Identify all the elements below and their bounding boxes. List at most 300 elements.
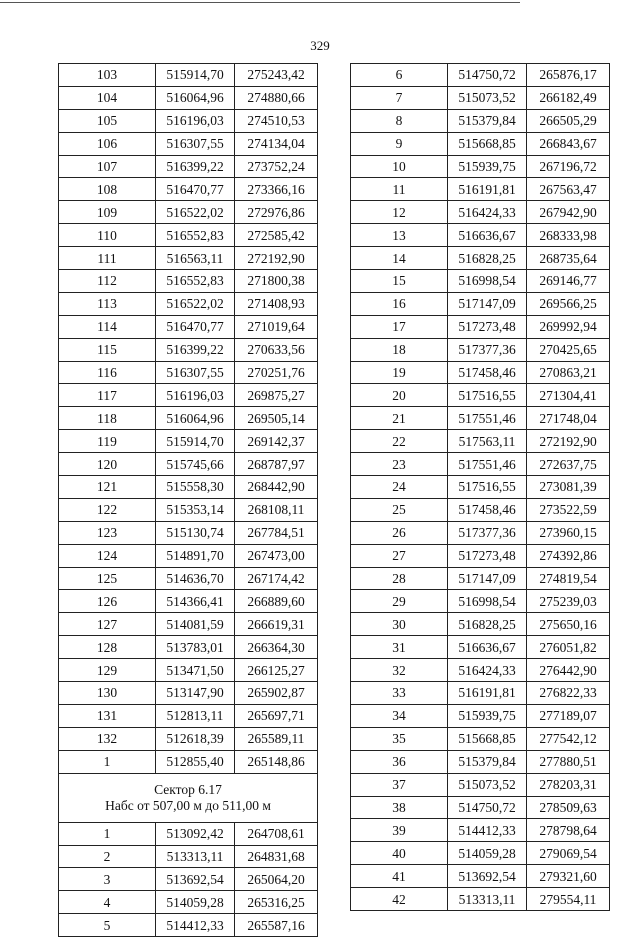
y-coordinate-cell: 270425,65 (527, 338, 610, 361)
x-coordinate-cell: 514412,33 (448, 819, 527, 842)
y-coordinate-cell: 266182,49 (527, 86, 610, 109)
y-coordinate-cell: 265316,25 (235, 891, 318, 914)
x-coordinate-cell: 516196,03 (156, 109, 235, 132)
x-coordinate-cell: 514412,33 (156, 914, 235, 937)
x-coordinate-cell: 513692,54 (156, 868, 235, 891)
table-row (59, 727, 318, 750)
y-coordinate-cell: 273522,59 (527, 498, 610, 521)
y-coordinate-cell: 278509,63 (527, 796, 610, 819)
x-coordinate-cell: 517377,36 (448, 338, 527, 361)
point-number-cell: 113 (59, 292, 156, 315)
point-number-cell: 28 (351, 567, 448, 590)
point-number-cell: 116 (59, 361, 156, 384)
point-number-cell: 118 (59, 407, 156, 430)
point-number-cell: 13 (351, 224, 448, 247)
x-coordinate-cell: 515130,74 (156, 521, 235, 544)
y-coordinate-cell: 274392,86 (527, 544, 610, 567)
point-number-cell: 40 (351, 842, 448, 865)
table-row (59, 544, 318, 567)
point-number-cell: 132 (59, 727, 156, 750)
point-number-cell: 124 (59, 544, 156, 567)
y-coordinate-cell: 274819,54 (527, 567, 610, 590)
y-coordinate-cell: 273960,15 (527, 521, 610, 544)
table-row (59, 247, 318, 270)
point-number-cell: 127 (59, 613, 156, 636)
point-number-cell: 117 (59, 384, 156, 407)
table-row (59, 914, 318, 937)
x-coordinate-cell: 516424,33 (448, 659, 527, 682)
point-number-cell: 24 (351, 476, 448, 499)
x-coordinate-cell: 514059,28 (156, 891, 235, 914)
table-row (59, 567, 318, 590)
y-coordinate-cell: 267196,72 (527, 155, 610, 178)
point-number-cell: 39 (351, 819, 448, 842)
point-number-cell: 19 (351, 361, 448, 384)
x-coordinate-cell: 513313,11 (156, 845, 235, 868)
point-number-cell: 36 (351, 750, 448, 773)
table-row (351, 155, 610, 178)
table-row (59, 659, 318, 682)
point-number-cell: 41 (351, 865, 448, 888)
y-coordinate-cell: 266364,30 (235, 636, 318, 659)
x-coordinate-cell: 517273,48 (448, 544, 527, 567)
y-coordinate-cell: 271748,04 (527, 407, 610, 430)
x-coordinate-cell: 515353,14 (156, 498, 235, 521)
table-row (351, 224, 610, 247)
x-coordinate-cell: 516522,02 (156, 201, 235, 224)
point-number-cell: 17 (351, 315, 448, 338)
sector-subtitle: Набс от 507,00 м до 511,00 м (105, 797, 271, 813)
table-row (59, 430, 318, 453)
point-number-cell: 25 (351, 498, 448, 521)
y-coordinate-cell: 267784,51 (235, 521, 318, 544)
x-coordinate-cell: 516828,25 (448, 613, 527, 636)
left-table-body-sector (59, 822, 318, 936)
point-number-cell: 131 (59, 704, 156, 727)
y-coordinate-cell: 268787,97 (235, 453, 318, 476)
y-coordinate-cell: 265148,86 (235, 750, 318, 773)
point-number-cell: 11 (351, 178, 448, 201)
x-coordinate-cell: 517147,09 (448, 292, 527, 315)
x-coordinate-cell: 516998,54 (448, 590, 527, 613)
table-row (351, 338, 610, 361)
y-coordinate-cell: 269566,25 (527, 292, 610, 315)
y-coordinate-cell: 267942,90 (527, 201, 610, 224)
table-row (351, 178, 610, 201)
x-coordinate-cell: 517563,11 (448, 430, 527, 453)
x-coordinate-cell: 517273,48 (448, 315, 527, 338)
y-coordinate-cell: 269505,14 (235, 407, 318, 430)
x-coordinate-cell: 515745,66 (156, 453, 235, 476)
point-number-cell: 5 (59, 914, 156, 937)
y-coordinate-cell: 271019,64 (235, 315, 318, 338)
point-number-cell: 20 (351, 384, 448, 407)
table-row (59, 636, 318, 659)
table-row (351, 292, 610, 315)
x-coordinate-cell: 516470,77 (156, 178, 235, 201)
x-coordinate-cell: 516522,02 (156, 292, 235, 315)
point-number-cell: 130 (59, 682, 156, 705)
y-coordinate-cell: 269146,77 (527, 270, 610, 293)
table-row (351, 498, 610, 521)
table-row (59, 476, 318, 499)
x-coordinate-cell: 516064,96 (156, 86, 235, 109)
y-coordinate-cell: 265064,20 (235, 868, 318, 891)
x-coordinate-cell: 514750,72 (448, 64, 527, 87)
point-number-cell: 115 (59, 338, 156, 361)
table-row (59, 407, 318, 430)
x-coordinate-cell: 516191,81 (448, 178, 527, 201)
y-coordinate-cell: 266125,27 (235, 659, 318, 682)
y-coordinate-cell: 274880,66 (235, 86, 318, 109)
point-number-cell: 27 (351, 544, 448, 567)
sector-cell (59, 773, 318, 822)
x-coordinate-cell: 514059,28 (448, 842, 527, 865)
table-row (351, 384, 610, 407)
table-row (59, 868, 318, 891)
table-row (59, 338, 318, 361)
x-coordinate-cell: 517377,36 (448, 521, 527, 544)
y-coordinate-cell: 266889,60 (235, 590, 318, 613)
point-number-cell: 7 (351, 86, 448, 109)
x-coordinate-cell: 517147,09 (448, 567, 527, 590)
y-coordinate-cell: 268735,64 (527, 247, 610, 270)
point-number-cell: 4 (59, 891, 156, 914)
point-number-cell: 3 (59, 868, 156, 891)
table-row (351, 842, 610, 865)
point-number-cell: 109 (59, 201, 156, 224)
table-row (59, 384, 318, 407)
x-coordinate-cell: 512813,11 (156, 704, 235, 727)
table-row (59, 361, 318, 384)
right-table-body (351, 64, 610, 911)
table-row (351, 407, 610, 430)
table-row (59, 750, 318, 773)
y-coordinate-cell: 272585,42 (235, 224, 318, 247)
point-number-cell: 111 (59, 247, 156, 270)
point-number-cell: 21 (351, 407, 448, 430)
table-row (351, 247, 610, 270)
x-coordinate-cell: 516563,11 (156, 247, 235, 270)
x-coordinate-cell: 517551,46 (448, 453, 527, 476)
x-coordinate-cell: 516307,55 (156, 361, 235, 384)
table-row (351, 682, 610, 705)
point-number-cell: 114 (59, 315, 156, 338)
point-number-cell: 125 (59, 567, 156, 590)
x-coordinate-cell: 515073,52 (448, 86, 527, 109)
x-coordinate-cell: 516191,81 (448, 682, 527, 705)
table-row (351, 659, 610, 682)
point-number-cell: 108 (59, 178, 156, 201)
y-coordinate-cell: 274134,04 (235, 132, 318, 155)
x-coordinate-cell: 512855,40 (156, 750, 235, 773)
y-coordinate-cell: 268442,90 (235, 476, 318, 499)
sector-title: Сектор 6.17 (154, 781, 222, 797)
y-coordinate-cell: 270863,21 (527, 361, 610, 384)
table-row (351, 476, 610, 499)
point-number-cell: 26 (351, 521, 448, 544)
y-coordinate-cell: 267174,42 (235, 567, 318, 590)
x-coordinate-cell: 513147,90 (156, 682, 235, 705)
y-coordinate-cell: 279321,60 (527, 865, 610, 888)
point-number-cell: 122 (59, 498, 156, 521)
x-coordinate-cell: 515668,85 (448, 727, 527, 750)
x-coordinate-cell: 515914,70 (156, 64, 235, 87)
x-coordinate-cell: 516196,03 (156, 384, 235, 407)
x-coordinate-cell: 517551,46 (448, 407, 527, 430)
table-row (59, 845, 318, 868)
x-coordinate-cell: 514750,72 (448, 796, 527, 819)
point-number-cell: 105 (59, 109, 156, 132)
top-rule (0, 2, 520, 3)
point-number-cell: 112 (59, 270, 156, 293)
x-coordinate-cell: 513313,11 (448, 888, 527, 911)
y-coordinate-cell: 267563,47 (527, 178, 610, 201)
x-coordinate-cell: 515668,85 (448, 132, 527, 155)
y-coordinate-cell: 279554,11 (527, 888, 610, 911)
x-coordinate-cell: 515558,30 (156, 476, 235, 499)
table-row (59, 822, 318, 845)
y-coordinate-cell: 265876,17 (527, 64, 610, 87)
y-coordinate-cell: 274510,53 (235, 109, 318, 132)
y-coordinate-cell: 275239,03 (527, 590, 610, 613)
y-coordinate-cell: 265697,71 (235, 704, 318, 727)
point-number-cell: 103 (59, 64, 156, 87)
table-row (59, 613, 318, 636)
y-coordinate-cell: 271304,41 (527, 384, 610, 407)
table-row (59, 109, 318, 132)
table-row (351, 521, 610, 544)
table-row (59, 315, 318, 338)
x-coordinate-cell: 517516,55 (448, 476, 527, 499)
point-number-cell: 126 (59, 590, 156, 613)
table-row (59, 704, 318, 727)
table-row (59, 155, 318, 178)
point-number-cell: 10 (351, 155, 448, 178)
table-row (59, 224, 318, 247)
x-coordinate-cell: 516307,55 (156, 132, 235, 155)
point-number-cell: 16 (351, 292, 448, 315)
point-number-cell: 42 (351, 888, 448, 911)
x-coordinate-cell: 516424,33 (448, 201, 527, 224)
x-coordinate-cell: 515073,52 (448, 773, 527, 796)
x-coordinate-cell: 516399,22 (156, 155, 235, 178)
point-number-cell: 37 (351, 773, 448, 796)
x-coordinate-cell: 515939,75 (448, 704, 527, 727)
y-coordinate-cell: 266505,29 (527, 109, 610, 132)
y-coordinate-cell: 266843,67 (527, 132, 610, 155)
sector-row (59, 773, 318, 822)
x-coordinate-cell: 517458,46 (448, 498, 527, 521)
table-row (351, 567, 610, 590)
y-coordinate-cell: 277880,51 (527, 750, 610, 773)
y-coordinate-cell: 270633,56 (235, 338, 318, 361)
point-number-cell: 18 (351, 338, 448, 361)
x-coordinate-cell: 512618,39 (156, 727, 235, 750)
point-number-cell: 33 (351, 682, 448, 705)
y-coordinate-cell: 277542,12 (527, 727, 610, 750)
point-number-cell: 14 (351, 247, 448, 270)
y-coordinate-cell: 271800,38 (235, 270, 318, 293)
y-coordinate-cell: 273081,39 (527, 476, 610, 499)
point-number-cell: 106 (59, 132, 156, 155)
table-row (59, 498, 318, 521)
x-coordinate-cell: 515939,75 (448, 155, 527, 178)
table-row (351, 361, 610, 384)
y-coordinate-cell: 269142,37 (235, 430, 318, 453)
x-coordinate-cell: 516998,54 (448, 270, 527, 293)
y-coordinate-cell: 266619,31 (235, 613, 318, 636)
x-coordinate-cell: 513692,54 (448, 865, 527, 888)
x-coordinate-cell: 516064,96 (156, 407, 235, 430)
table-row (351, 109, 610, 132)
table-row (351, 750, 610, 773)
point-number-cell: 38 (351, 796, 448, 819)
point-number-cell: 23 (351, 453, 448, 476)
x-coordinate-cell: 514636,70 (156, 567, 235, 590)
point-number-cell: 1 (59, 750, 156, 773)
y-coordinate-cell: 276051,82 (527, 636, 610, 659)
y-coordinate-cell: 271408,93 (235, 292, 318, 315)
point-number-cell: 31 (351, 636, 448, 659)
table-row (351, 590, 610, 613)
table-row (351, 201, 610, 224)
sector-header (59, 773, 318, 822)
table-row (351, 270, 610, 293)
y-coordinate-cell: 269875,27 (235, 384, 318, 407)
point-number-cell: 123 (59, 521, 156, 544)
x-coordinate-cell: 516552,83 (156, 270, 235, 293)
table-row (351, 796, 610, 819)
table-row (59, 521, 318, 544)
table-row (59, 178, 318, 201)
table-row (59, 270, 318, 293)
y-coordinate-cell: 278203,31 (527, 773, 610, 796)
table-row (351, 704, 610, 727)
point-number-cell: 32 (351, 659, 448, 682)
table-row (351, 819, 610, 842)
point-number-cell: 129 (59, 659, 156, 682)
x-coordinate-cell: 513092,42 (156, 822, 235, 845)
table-row (59, 453, 318, 476)
point-number-cell: 30 (351, 613, 448, 636)
x-coordinate-cell: 515379,84 (448, 750, 527, 773)
point-number-cell: 121 (59, 476, 156, 499)
x-coordinate-cell: 517516,55 (448, 384, 527, 407)
y-coordinate-cell: 276442,90 (527, 659, 610, 682)
left-coordinates-table (58, 63, 318, 937)
table-row (351, 132, 610, 155)
y-coordinate-cell: 269992,94 (527, 315, 610, 338)
table-row (351, 727, 610, 750)
table-row (351, 544, 610, 567)
point-number-cell: 119 (59, 430, 156, 453)
x-coordinate-cell: 516828,25 (448, 247, 527, 270)
point-number-cell: 15 (351, 270, 448, 293)
table-row (351, 865, 610, 888)
y-coordinate-cell: 267473,00 (235, 544, 318, 567)
y-coordinate-cell: 270251,76 (235, 361, 318, 384)
x-coordinate-cell: 517458,46 (448, 361, 527, 384)
point-number-cell: 29 (351, 590, 448, 613)
point-number-cell: 12 (351, 201, 448, 224)
y-coordinate-cell: 264708,61 (235, 822, 318, 845)
point-number-cell: 22 (351, 430, 448, 453)
point-number-cell: 35 (351, 727, 448, 750)
point-number-cell: 120 (59, 453, 156, 476)
point-number-cell: 34 (351, 704, 448, 727)
point-number-cell: 9 (351, 132, 448, 155)
x-coordinate-cell: 516399,22 (156, 338, 235, 361)
point-number-cell: 1 (59, 822, 156, 845)
table-row (351, 64, 610, 87)
y-coordinate-cell: 268108,11 (235, 498, 318, 521)
table-row (351, 430, 610, 453)
table-row (59, 590, 318, 613)
x-coordinate-cell: 516636,67 (448, 636, 527, 659)
y-coordinate-cell: 275243,42 (235, 64, 318, 87)
x-coordinate-cell: 514081,59 (156, 613, 235, 636)
table-row (351, 315, 610, 338)
x-coordinate-cell: 514366,41 (156, 590, 235, 613)
point-number-cell: 8 (351, 109, 448, 132)
right-coordinates-table (350, 63, 610, 911)
x-coordinate-cell: 513783,01 (156, 636, 235, 659)
y-coordinate-cell: 273366,16 (235, 178, 318, 201)
x-coordinate-cell: 515914,70 (156, 430, 235, 453)
y-coordinate-cell: 272192,90 (235, 247, 318, 270)
y-coordinate-cell: 272637,75 (527, 453, 610, 476)
y-coordinate-cell: 276822,33 (527, 682, 610, 705)
table-row (59, 292, 318, 315)
table-row (351, 773, 610, 796)
table-row (351, 86, 610, 109)
table-row (351, 613, 610, 636)
y-coordinate-cell: 279069,54 (527, 842, 610, 865)
point-number-cell: 6 (351, 64, 448, 87)
table-row (351, 888, 610, 911)
y-coordinate-cell: 272192,90 (527, 430, 610, 453)
table-row (59, 201, 318, 224)
y-coordinate-cell: 268333,98 (527, 224, 610, 247)
table-row (59, 64, 318, 87)
table-row (351, 636, 610, 659)
y-coordinate-cell: 277189,07 (527, 704, 610, 727)
y-coordinate-cell: 273752,24 (235, 155, 318, 178)
y-coordinate-cell: 265587,16 (235, 914, 318, 937)
x-coordinate-cell: 515379,84 (448, 109, 527, 132)
point-number-cell: 2 (59, 845, 156, 868)
y-coordinate-cell: 272976,86 (235, 201, 318, 224)
y-coordinate-cell: 265589,11 (235, 727, 318, 750)
x-coordinate-cell: 516552,83 (156, 224, 235, 247)
y-coordinate-cell: 275650,16 (527, 613, 610, 636)
table-row (59, 132, 318, 155)
page-number: 329 (310, 38, 330, 53)
table-row (59, 682, 318, 705)
x-coordinate-cell: 514891,70 (156, 544, 235, 567)
y-coordinate-cell: 265902,87 (235, 682, 318, 705)
point-number-cell: 128 (59, 636, 156, 659)
left-table-body (59, 64, 318, 774)
point-number-cell: 110 (59, 224, 156, 247)
table-row (59, 86, 318, 109)
table-row (351, 453, 610, 476)
table-row (59, 891, 318, 914)
y-coordinate-cell: 278798,64 (527, 819, 610, 842)
x-coordinate-cell: 516636,67 (448, 224, 527, 247)
point-number-cell: 104 (59, 86, 156, 109)
